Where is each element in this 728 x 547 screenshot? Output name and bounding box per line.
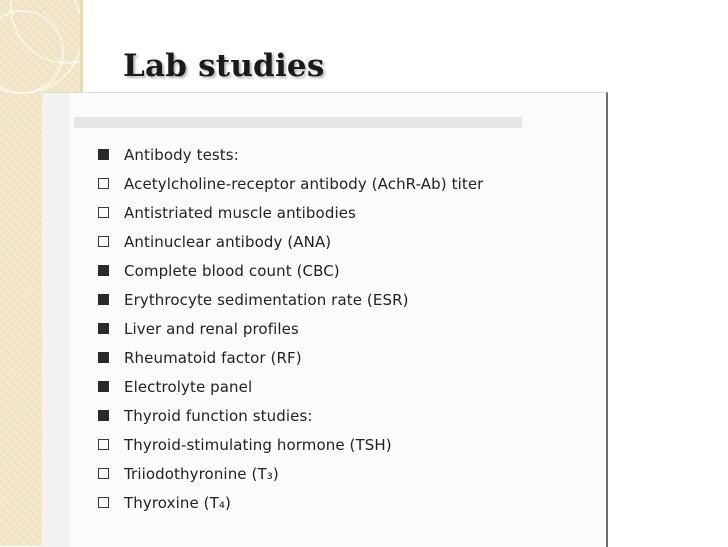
slide-title: Lab studies: [123, 48, 325, 84]
lab-studies-list: [98, 140, 483, 517]
list-item: [98, 343, 483, 372]
list-item: [98, 227, 483, 256]
hollow-square-bullet-icon: [98, 178, 109, 189]
list-item: [98, 372, 483, 401]
list-item: [98, 459, 483, 488]
list-item: [98, 256, 483, 285]
list-item-text: Antibody tests:: [124, 145, 239, 164]
filled-square-bullet-icon: [98, 352, 109, 363]
list-item-text: Thyroid-stimulating hormone (TSH): [124, 435, 392, 454]
list-item: [98, 285, 483, 314]
list-item-text: Rheumatoid factor (RF): [124, 348, 302, 367]
list-item-text: Liver and renal profiles: [124, 319, 299, 338]
hollow-square-bullet-icon: [98, 207, 109, 218]
scan-margin-strip: [42, 93, 70, 547]
list-item-text: Erythrocyte sedimentation rate (ESR): [124, 290, 409, 309]
hollow-square-bullet-icon: [98, 468, 109, 479]
filled-square-bullet-icon: [98, 381, 109, 392]
filled-square-bullet-icon: [98, 294, 109, 305]
hollow-square-bullet-icon: [98, 497, 109, 508]
list-item: [98, 314, 483, 343]
list-item: [98, 198, 483, 227]
hollow-square-bullet-icon: [98, 236, 109, 247]
list-item-text: Acetylcholine-receptor antibody (AchR-Ab) titer: [124, 174, 484, 193]
list-item: [98, 430, 483, 459]
list-item-text: Thyroid function studies:: [124, 406, 313, 425]
list-item-text: Antistriated muscle antibodies: [124, 203, 356, 222]
filled-square-bullet-icon: [98, 149, 109, 160]
list-item: [98, 488, 483, 517]
filled-square-bullet-icon: [98, 323, 109, 334]
list-item-text: Complete blood count (CBC): [124, 261, 340, 280]
list-item-text: Electrolyte panel: [124, 377, 253, 396]
list-item-text: Antinuclear antibody (ANA): [124, 232, 332, 251]
filled-square-bullet-icon: [98, 265, 109, 276]
list-item-text: Thyroxine (T₄): [124, 493, 231, 512]
hollow-square-bullet-icon: [98, 439, 109, 450]
list-item-text: Triiodothyronine (T₃): [124, 464, 279, 483]
scan-header-bar: [74, 117, 522, 128]
list-item: [98, 140, 483, 169]
list-item: [98, 169, 483, 198]
list-item: [98, 401, 483, 430]
filled-square-bullet-icon: [98, 410, 109, 421]
